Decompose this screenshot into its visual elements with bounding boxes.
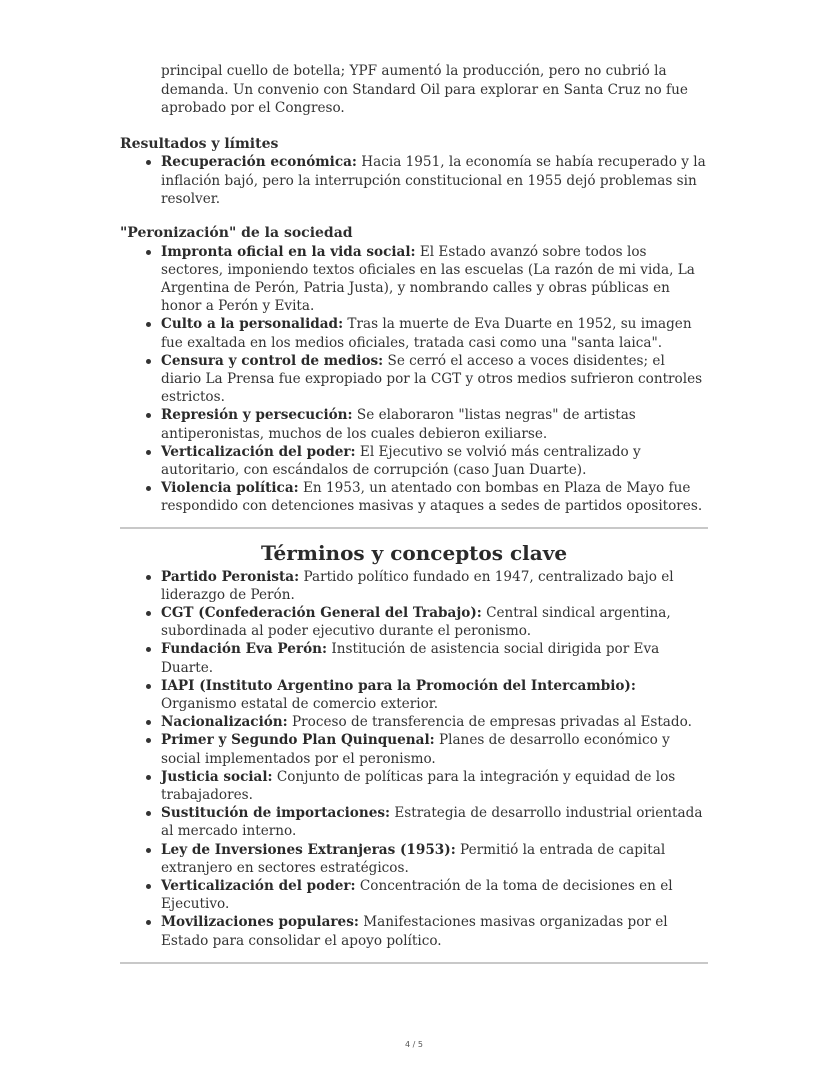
list-item-term: Partido Peronista: <box>161 568 300 585</box>
list-item-text: Permitió la entrada de capital extranjero en sectores estratégicos. <box>161 841 666 876</box>
list-item <box>161 731 708 767</box>
list-item <box>161 352 708 407</box>
terms-title: Términos y conceptos clave <box>260 540 568 565</box>
list-item-term: Verticalización del poder: <box>161 878 356 895</box>
list-item <box>161 640 708 676</box>
list-item-term: Verticalización del poder: <box>161 443 356 460</box>
list-item-term: IAPI (Instituto Argentino para la Promoción del Intercambio): <box>161 677 636 694</box>
list-item <box>161 804 708 840</box>
section-divider <box>120 962 708 964</box>
list-item-term: Primer y Segundo Plan Quinquenal: <box>161 732 435 749</box>
list-item-text: Proceso de transferencia de empresas privadas al Estado. <box>287 714 692 731</box>
list-item-text: Institución de asistencia social dirigida por Eva Duarte. <box>161 641 660 676</box>
heading-resultados: Resultados y límites <box>120 135 279 152</box>
list-item-term: Sustitución de importaciones: <box>161 805 391 822</box>
list-item-term: Ley de Inversiones Extranjeras (1953): <box>161 841 456 858</box>
list-item-text: Central sindical argentina, subordinada al poder ejecutivo durante el peronismo. <box>161 605 671 640</box>
list-item <box>161 406 708 442</box>
section-divider <box>120 527 708 529</box>
list-item <box>161 568 708 604</box>
list-item <box>161 243 708 316</box>
list-item <box>161 315 708 351</box>
list-item-term: Represión y persecución: <box>161 407 353 424</box>
list-item-text: Estrategia de desarrollo industrial orientada al mercado interno. <box>161 805 703 840</box>
list-item-term: Censura y control de medios: <box>161 352 384 369</box>
list-item-text: Planes de desarrollo económico y social implementados por el peronismo. <box>161 732 670 767</box>
list-item-term: Impronta oficial en la vida social: <box>161 243 416 260</box>
list-item-text: Tras la muerte de Eva Duarte en 1952, su imagen fue exaltada en los medios oficiales, tratada casi como una "santa laica". <box>161 316 692 351</box>
document-page <box>120 62 708 964</box>
list-terminos <box>120 568 708 950</box>
list-resultados <box>120 153 708 208</box>
list-item <box>161 479 708 515</box>
list-item-text: Se elaboraron "listas negras" de artistas antiperonistas, muchos de los cuales debieron exiliarse. <box>161 407 636 442</box>
list-item-text: Hacia 1951, la economía se había recuperado y la inflación bajó, pero la interrupción constitucional en 1955 dejó problemas sin resolver. <box>161 154 706 207</box>
list-item <box>161 841 708 877</box>
list-item-text: Se cerró el acceso a voces disidentes; el diario La Prensa fue expropiado por la CGT y otros medios sufrieron controles estrictos. <box>161 352 703 406</box>
continuation-paragraph: principal cuello de botella; YPF aumentó la producción, pero no cubrió la demanda. Un convenio con Standard Oil para explorar en Santa Cruz no fue aprobado por el Congreso. <box>161 63 688 117</box>
list-item <box>161 604 708 640</box>
list-item-text: Partido político fundado en 1947, centralizado bajo el liderazgo de Perón. <box>161 568 674 603</box>
heading-peronizacion: "Peronización" de la sociedad <box>120 224 353 241</box>
list-item <box>161 713 708 731</box>
list-peronizacion <box>120 243 708 516</box>
list-item-text: Manifestaciones masivas organizadas por el Estado para consolidar el apoyo político. <box>161 914 668 949</box>
list-item-term: Justicia social: <box>161 768 273 785</box>
list-item-text: Organismo estatal de comercio exterior. <box>161 696 439 713</box>
list-item-term: Movilizaciones populares: <box>161 914 359 931</box>
list-item-term: Culto a la personalidad: <box>161 316 344 333</box>
list-item-term: Fundación Eva Perón: <box>161 641 328 658</box>
list-item <box>161 153 708 208</box>
list-item <box>161 877 708 913</box>
list-item-term: Recuperación económica: <box>161 154 357 171</box>
list-item-term: Nacionalización: <box>161 714 288 731</box>
list-item <box>161 677 708 713</box>
list-item-text: El Estado avanzó sobre todos los sectores, imponiendo textos oficiales en las escuelas (La razón de mi vida, La Argentina de Perón, Patria Justa), y nombrando calles y obras públicas en honor a Perón y Evita. <box>161 243 695 315</box>
list-item-term: Violencia política: <box>161 480 299 497</box>
list-item-term: CGT (Confederación General del Trabajo): <box>161 605 482 622</box>
page-number: 4 / 5 <box>405 1040 423 1049</box>
list-item <box>161 913 708 949</box>
list-item-text: Concentración de la toma de decisiones en el Ejecutivo. <box>161 878 673 913</box>
list-item <box>161 768 708 804</box>
list-item-text: El Ejecutivo se volvió más centralizado y autoritario, con escándalos de corrupción (caso Juan Duarte). <box>161 443 641 479</box>
list-item-text: Conjunto de políticas para la integración y equidad de los trabajadores. <box>161 768 676 804</box>
list-item-text: En 1953, un atentado con bombas en Plaza de Mayo fue respondido con detenciones masivas y ataques a sedes de partidos opositores. <box>161 480 703 515</box>
list-item <box>161 443 708 479</box>
